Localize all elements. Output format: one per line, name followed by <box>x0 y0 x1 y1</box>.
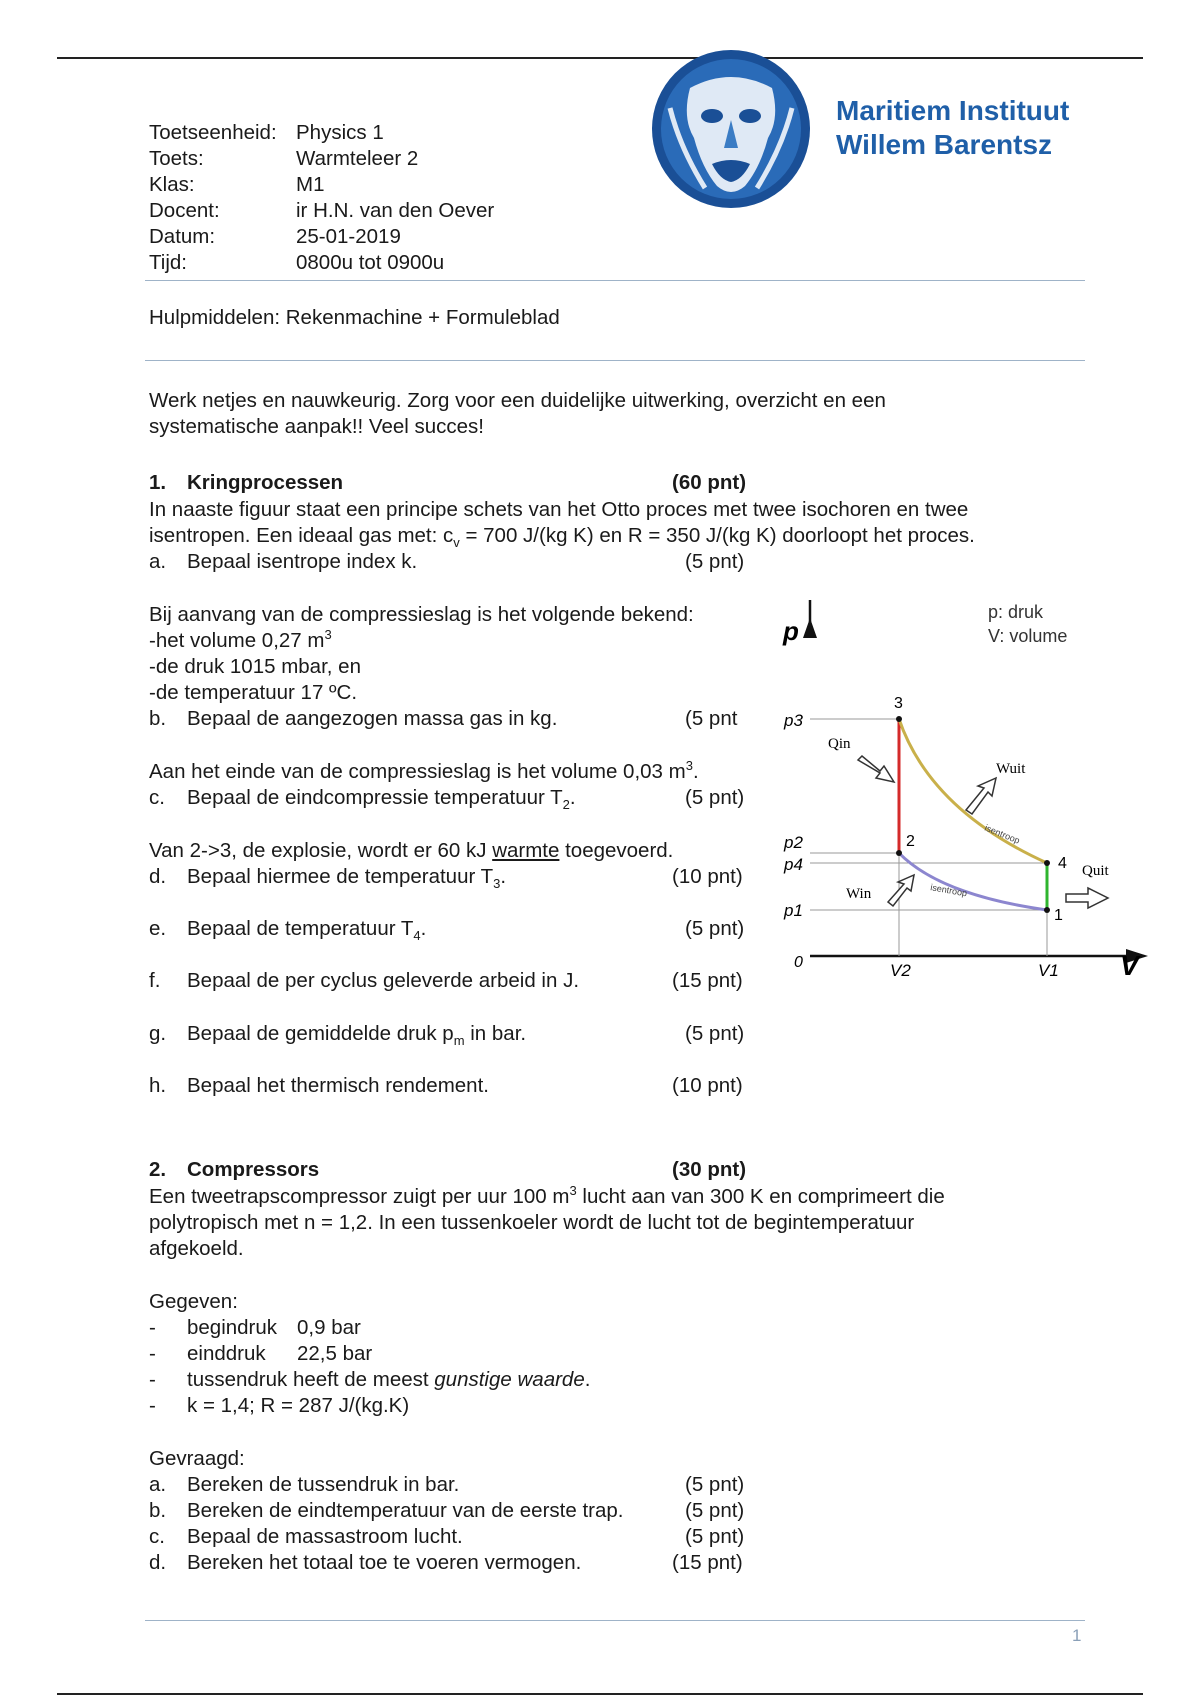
work-in-label: Win <box>846 886 872 902</box>
subquestion-points: (10 pnt) <box>672 865 743 888</box>
p-axis-arrow <box>803 618 817 638</box>
p1-label: p1 <box>784 901 803 920</box>
otto-pv-diagram <box>770 600 1150 990</box>
heat-out-label: Quit <box>1082 863 1109 879</box>
given-text: Bij aanvang van de compressieslag is het volgende bekend: <box>149 603 694 626</box>
heat-in-arrow <box>858 756 894 782</box>
subquestion-letter: b. <box>149 1499 167 1522</box>
legend-volume: V: volume <box>988 626 1068 646</box>
isentrope-expansion <box>899 719 1047 863</box>
page-number: 1 <box>1072 1626 1082 1645</box>
given-text: tussendruk heeft de meest gunstige waarde. <box>187 1368 591 1391</box>
meta-label: Datum: <box>149 225 216 248</box>
divider <box>145 360 1085 361</box>
given-text: -de druk 1015 mbar, en <box>149 655 361 678</box>
v1-label: V1 <box>1038 961 1059 980</box>
given-label: einddruk <box>187 1342 266 1365</box>
meta-label: Toets: <box>149 147 204 170</box>
subquestion-letter: f. <box>149 969 161 992</box>
brand-name-line2: Willem Barentsz <box>836 129 1053 160</box>
isentrope-label-top: isentroop <box>983 822 1022 846</box>
v2-label: V2 <box>890 961 911 980</box>
subquestion-letter: g. <box>149 1022 167 1045</box>
meta-value: 0800u tot 0900u <box>296 251 445 274</box>
question-description: In naaste figuur staat een principe schets van het Otto proces met twee isochoren en twee <box>149 498 969 521</box>
subquestion-letter: c. <box>149 1525 165 1548</box>
point-2-label: 2 <box>906 833 915 850</box>
bullet-dash: - <box>149 1342 156 1365</box>
subquestion-letter: h. <box>149 1074 167 1097</box>
legend-pressure: p: druk <box>988 602 1044 622</box>
subquestion-points: (5 pnt) <box>685 550 745 573</box>
divider <box>145 280 1085 281</box>
p-axis-label: p <box>783 616 799 646</box>
given-label: begindruk <box>187 1316 278 1339</box>
subquestion-text: Bepaal isentrope index k. <box>187 550 418 573</box>
institute-logo <box>650 48 812 210</box>
subquestion-text: Bepaal hiermee de temperatuur $T_3$. <box>187 865 507 892</box>
given-value: 0,9 bar <box>297 1316 361 1339</box>
subquestion-text: Bepaal de massastroom lucht. <box>187 1525 463 1548</box>
meta-value: Warmteleer 2 <box>296 147 419 170</box>
subquestion-text: Bereken het totaal toe te voeren vermogen. <box>187 1551 582 1574</box>
work-out-arrow <box>966 778 996 814</box>
given-text: Aan het einde van de compressieslag is het volume 0,03 $m^3$. <box>149 758 699 783</box>
subquestion-points: (5 pnt) <box>685 1022 745 1045</box>
point-1-label: 1 <box>1054 907 1063 924</box>
subquestion-text: Bepaal de temperatuur $T_4$. <box>187 917 427 944</box>
given-text: k = 1,4; R = 287 J/(kg.K) <box>187 1394 410 1417</box>
meta-value: Physics 1 <box>296 121 384 144</box>
heat-in-label: Qin <box>828 736 851 752</box>
subquestion-points: (5 pnt) <box>685 1473 745 1496</box>
question-number: 2. <box>149 1158 167 1181</box>
subquestion-text: Bereken de tussendruk in bar. <box>187 1473 460 1496</box>
work-out-label: Wuit <box>996 761 1026 777</box>
question-title: Compressors <box>187 1158 320 1181</box>
given-text: Van 2->3, de explosie, wordt er 60 kJ warmte toegevoerd. <box>149 839 674 862</box>
allowed-aids: Hulpmiddelen: Rekenmachine + Formuleblad <box>149 306 560 329</box>
origin-label: 0 <box>794 954 803 971</box>
p3-label: p3 <box>784 711 803 730</box>
subquestion-points: (5 pnt) <box>685 786 745 809</box>
subquestion-text: Bereken de eindtemperatuur van de eerste trap. <box>187 1499 624 1522</box>
given-value: 22,5 bar <box>297 1342 373 1365</box>
work-in-arrow <box>888 875 914 906</box>
subquestion-letter: e. <box>149 917 167 940</box>
question-number: 1. <box>149 471 167 494</box>
intro-line: Werk netjes en nauwkeurig. Zorg voor een duidelijke uitwerking, overzicht en een <box>149 389 886 412</box>
heat-out-arrow <box>1066 888 1108 908</box>
subquestion-text: Bepaal de aangezogen massa gas in kg. <box>187 707 558 730</box>
subquestion-letter: b. <box>149 707 167 730</box>
point-3-label: 3 <box>894 695 903 712</box>
intro-line: systematische aanpak!! Veel succes! <box>149 415 485 438</box>
meta-label: Toetseenheid: <box>149 121 277 144</box>
subquestion-points: (15 pnt) <box>672 1551 743 1574</box>
subquestion-points: (15 pnt) <box>672 969 743 992</box>
question-description: Een tweetrapscompressor zuigt per uur 100 $m^3$ lucht aan van 300 K en comprimeert die <box>149 1183 945 1208</box>
question-description: polytropisch met n = 1,2. In een tussenkoeler wordt de lucht tot de begintemperatuur <box>149 1211 915 1234</box>
point-4-label: 4 <box>1058 855 1067 872</box>
subquestion-letter: a. <box>149 1473 167 1496</box>
subquestion-text: Bepaal de per cyclus geleverde arbeid in J. <box>187 969 580 992</box>
question-title: Kringprocessen <box>187 471 344 494</box>
subquestion-text: Bepaal het thermisch rendement. <box>187 1074 489 1097</box>
subquestion-text: Bepaal de eindcompressie temperatuur $T_2$. <box>187 786 576 813</box>
subquestion-letter: d. <box>149 865 167 888</box>
asked-title: Gevraagd: <box>149 1447 245 1470</box>
brand-name-line1: Maritiem Instituut <box>836 95 1070 126</box>
subquestion-points: (5 pnt) <box>685 1525 745 1548</box>
given-text: -het volume 0,27 $m^3$ <box>149 627 332 652</box>
isentrope-label-bottom: isentroop <box>929 882 968 899</box>
subquestion-letter: a. <box>149 550 167 573</box>
bullet-dash: - <box>149 1394 156 1417</box>
bullet-dash: - <box>149 1368 156 1391</box>
question-description: afgekoeld. <box>149 1237 244 1260</box>
given-text: -de temperatuur 17 ºC. <box>149 681 358 704</box>
meta-label: Tijd: <box>149 251 187 274</box>
meta-label: Klas: <box>149 173 195 196</box>
subquestion-points: (5 pnt <box>685 707 738 730</box>
subquestion-points: (5 pnt) <box>685 917 745 940</box>
given-title: Gegeven: <box>149 1290 238 1313</box>
footer-divider <box>145 1620 1085 1621</box>
subquestion-letter: c. <box>149 786 165 809</box>
isentrope-compression <box>899 853 1047 910</box>
subquestion-letter: d. <box>149 1551 167 1574</box>
v-axis-label: V <box>1120 950 1139 981</box>
question-description: isentropen. Een ideaal gas met: $c_v = 700$ J/(kg K) en R = 350 J/(kg K) doorloopt het proces. <box>149 524 975 551</box>
question-points: (60 pnt) <box>672 471 747 494</box>
bullet-dash: - <box>149 1316 156 1339</box>
meta-value: ir H.N. van den Oever <box>296 199 495 222</box>
p4-label: p4 <box>784 855 803 874</box>
subquestion-points: (10 pnt) <box>672 1074 743 1097</box>
meta-value: 25-01-2019 <box>296 225 401 248</box>
question-points: (30 pnt) <box>672 1158 747 1181</box>
p2-label: p2 <box>784 833 803 852</box>
subquestion-text: Bepaal de gemiddelde druk $p_m$ in bar. <box>187 1022 527 1049</box>
bottom-rule <box>57 1693 1143 1695</box>
meta-label: Docent: <box>149 199 220 222</box>
top-rule <box>57 57 1143 59</box>
meta-value: M1 <box>296 173 325 196</box>
subquestion-points: (5 pnt) <box>685 1499 745 1522</box>
